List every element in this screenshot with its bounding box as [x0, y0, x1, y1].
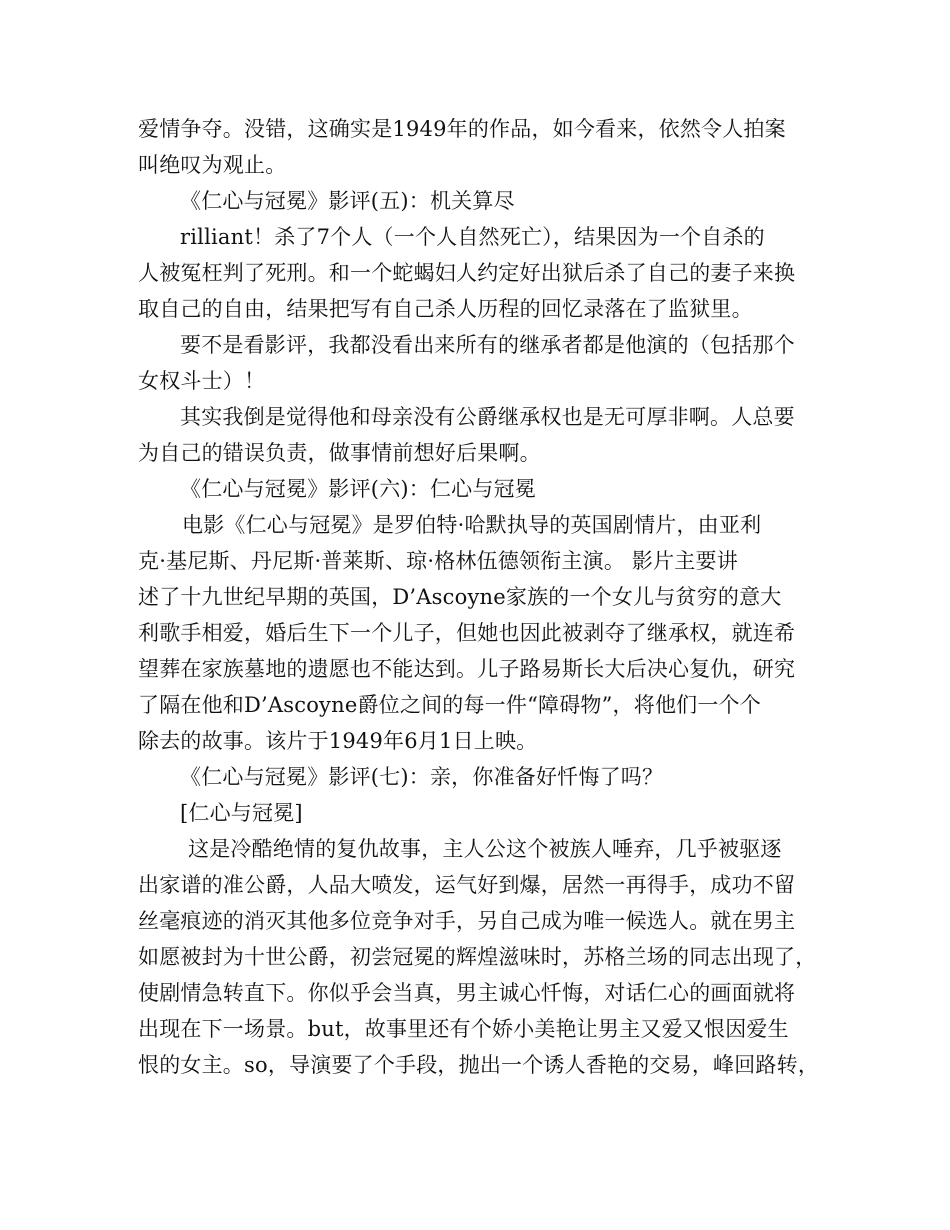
text-line: 利歌手相爱，婚后生下一个儿子，但她也因此被剥夺了继承权，就连希 — [138, 621, 796, 645]
text-line: 克·基尼斯、丹尼斯·普莱斯、琼·格林伍德领衔主演。 影片主要讲 — [138, 549, 738, 573]
text-line: 叫绝叹为观止。 — [138, 153, 287, 177]
text-line: [仁心与冠冕] — [180, 801, 303, 825]
text-line: 除去的故事。该片于1949年6月1日上映。 — [138, 729, 538, 753]
text-line: 恨的女主。so，导演要了个手段，抛出一个诱人香艳的交易，峰回路转， — [138, 1053, 820, 1077]
text-line: rilliant！杀了7个人（一个人自然死亡），结果因为一个自杀的 — [180, 225, 765, 249]
section-heading: 《仁心与冠冕》影评(六)：仁心与冠冕 — [180, 477, 536, 501]
text-line: 女权斗士）！ — [138, 369, 266, 393]
text-line: 爱情争夺。没错，这确实是1949年的作品，如今看来，依然令人拍案 — [138, 117, 786, 141]
text-line: 了隔在他和D’Ascoyne爵位之间的每一件“障碍物”，将他们一个个 — [138, 693, 761, 717]
text-line: 述了十九世纪早期的英国，D’Ascoyne家族的一个女儿与贫穷的意大 — [138, 585, 782, 609]
text-line: 出家谱的准公爵，人品大喷发，运气好到爆，居然一再得手，成功不留 — [138, 873, 796, 897]
section-heading: 《仁心与冠冕》影评(五)：机关算尽 — [180, 189, 515, 213]
text-line: 丝毫痕迹的消灭其他多位竞争对手，另自己成为唯一候选人。就在男主 — [138, 909, 796, 933]
text-line: 出现在下一场景。but，故事里还有个娇小美艳让男主又爱又恨因爱生 — [138, 1017, 789, 1041]
text-line: 人被冤枉判了死刑。和一个蛇蝎妇人约定好出狱后杀了自己的妻子来换 — [138, 261, 796, 285]
text-line: 要不是看影评，我都没看出来所有的继承者都是他演的（包括那个 — [180, 333, 795, 357]
text-line: 其实我倒是觉得他和母亲没有公爵继承权也是无可厚非啊。人总要 — [180, 405, 795, 429]
text-line: 如愿被封为十世公爵，初尝冠冕的辉煌滋味时，苏格兰场的同志出现了， — [138, 945, 817, 969]
text-line: 为自己的错误负责，做事情前想好后果啊。 — [138, 441, 541, 465]
section-heading: 《仁心与冠冕》影评(七)：亲，你准备好忏悔了吗？ — [180, 765, 664, 789]
text-line: 使剧情急转直下。你似乎会当真，男主诚心忏悔，对话仁心的画面就将 — [138, 981, 796, 1005]
text-line: 望葬在家族墓地的遗愿也不能达到。儿子路易斯长大后决心复仇，研究 — [138, 657, 796, 681]
text-line: 这是冷酷绝情的复仇故事，主人公这个被族人唾弃，几乎被驱逐 — [188, 837, 782, 861]
text-line: 电影《仁心与冠冕》是罗伯特·哈默执导的英国剧情片，由亚利 — [182, 513, 762, 537]
text-line: 取自己的自由，结果把写有自己杀人历程的回忆录落在了监狱里。 — [138, 297, 753, 321]
